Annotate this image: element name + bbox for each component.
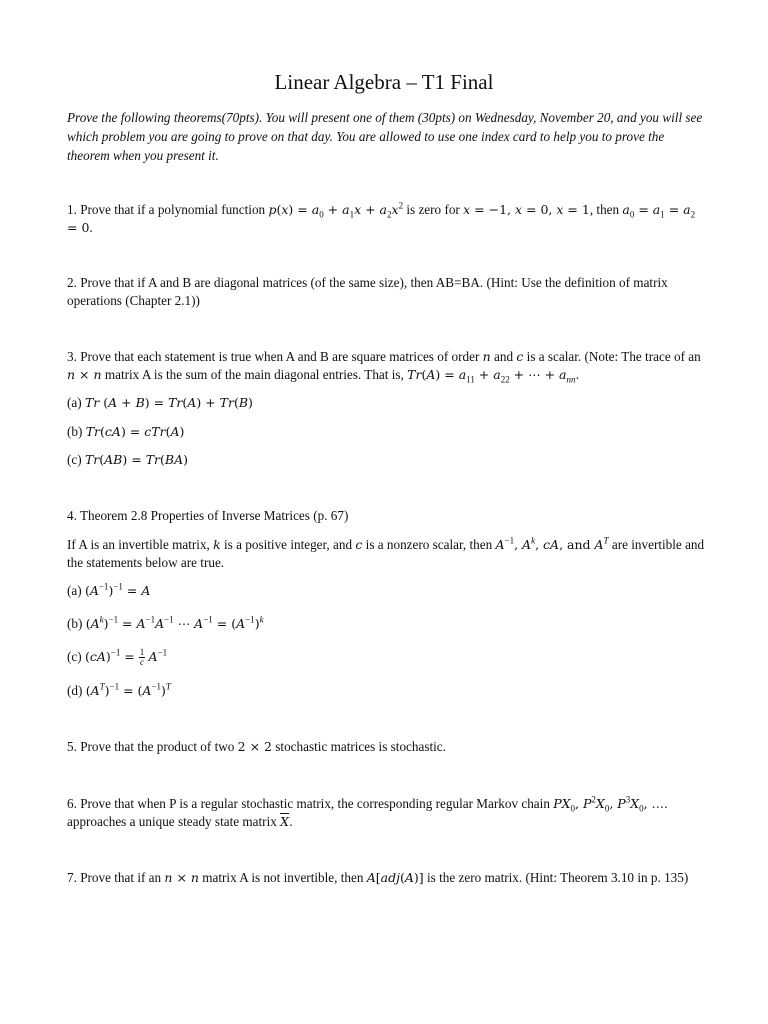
- instructions: Prove the following theorems(70pts). You will present one of them (30pts) on Wednesday, November 20, and you will see which problem you are going to prove on that day. You are allowed to use one index card to help you to prove the theorem when you present it.: [67, 110, 703, 163]
- problem-5: 5. Prove that the product of two 2 × 2 stochastic matrices is stochastic.: [67, 739, 446, 754]
- problem-4-heading: 4. Theorem 2.8 Properties of Inverse Matrices (p. 67): [67, 508, 349, 523]
- document-title: Linear Algebra – T1 Final: [274, 70, 494, 94]
- problem-4b: (b) $(A^k)^{-1} = A^{-1}A^{-1}$ ⋯ $A^{-1} = (A^{-1})^k$: [67, 614, 264, 631]
- problem-3: 3. Prove that each statement is true when A and B are square matrices of order n and c is a scalar. (Note: The trace of an n × n matrix A is the sum of the main diagonal entries. That is, $Tr(A) = a_{11} + a_{22}$ + ⋯ + $a_{nn}$.: [67, 349, 701, 385]
- problem-2: 2. Prove that if A and B are diagonal matrices (of the same size), then AB=BA. (Hint: Use the definition of matrix operations (Chapter 2.1)): [67, 275, 668, 308]
- problem-4a: (a) $(A^{-1})^{-1} = A$: [67, 581, 151, 598]
- problem-3c: (c) Tr(AB) = Tr(BA): [67, 452, 189, 467]
- problem-1: 1. Prove that if a polynomial function $p(x) = a_0 + a_1x + a_2x^2$ is zero for x = −1, x = 0, x = 1, then $a_0 = a_1 = a_2 = 0$.: [67, 200, 696, 235]
- problem-4: If A is an invertible matrix, k is a positive integer, and c is a nonzero scalar, then $A^{-1}$, $A^k$, cA, and $A^T$ are invertible and the statements below are true.: [67, 535, 705, 570]
- problem-7: 7. Prove that if an n × n matrix A is not invertible, then A[adj(A)] is the zero matrix. (Hint: Theorem 3.10 in p. 135): [67, 870, 689, 885]
- problem-6: 6. Prove that when P is a regular stochastic matrix, the corresponding regular Markov chain $PX_0$, $P^2X_0$, $P^3X_0$, …. approaches a unique steady state matrix $\overline{X}$.: [67, 794, 669, 829]
- problem-3a: (a) Tr (A + B) = Tr(A) + Tr(B): [67, 395, 253, 410]
- problem-4d: (d) $(A^T)^{-1} = (A^{-1})^T$: [67, 681, 171, 698]
- problem-3b: (b) Tr(cA) = cTr(A): [67, 424, 185, 439]
- problem-4c: (c) (cA)$^{-1}$ = $\frac{1}{c}$ $A^{-1}$: [67, 647, 168, 668]
